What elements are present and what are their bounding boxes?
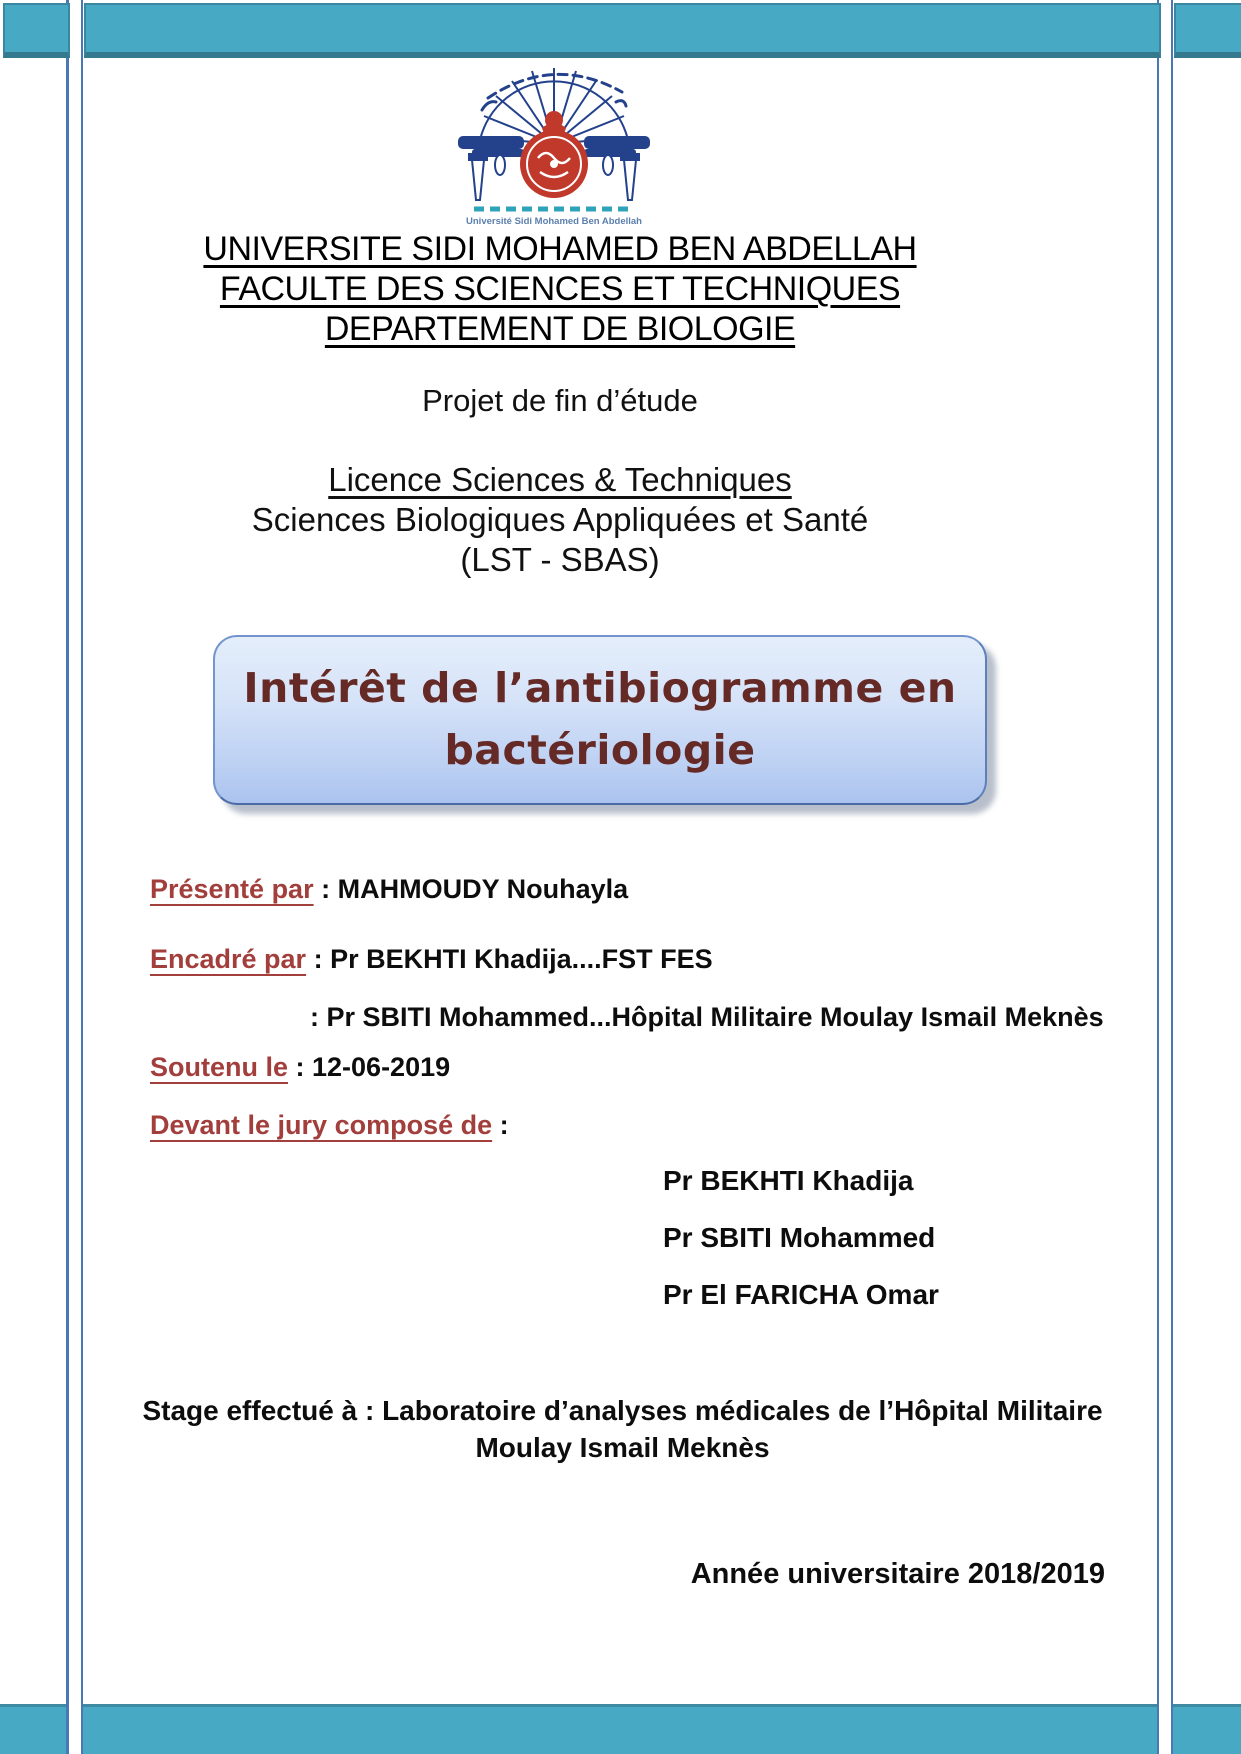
internship-location-line1: Stage effectué à : Laboratoire d’analyses médicales de l’Hôpital Militaire: [142, 1395, 1103, 1426]
project-type: Projet de fin d’étude: [422, 383, 698, 418]
supervised-by-value1: : Pr BEKHTI Khadija....FST FES: [306, 944, 713, 974]
jury-colon: :: [492, 1110, 509, 1140]
supervised-by-row2: [310, 1000, 1104, 1034]
bottom-band-right-block: [1173, 1704, 1241, 1754]
jury-label: Devant le jury composé de: [150, 1110, 493, 1140]
faculty-name: FACULTE DES SCIENCES ET TECHNIQUES: [219, 270, 901, 308]
right-border-line-inner: [1157, 0, 1159, 1754]
presented-by-row: [150, 872, 628, 906]
top-band-left-block: [3, 3, 70, 58]
degree-name: Licence Sciences & Techniques: [328, 461, 792, 498]
bottom-band-main: [83, 1704, 1157, 1754]
academic-year: Année universitaire 2018/2019: [690, 1558, 1105, 1590]
jury-member-1: Pr BEKHTI Khadija: [663, 1165, 914, 1196]
presented-by-label: Présenté par: [150, 874, 314, 904]
supervised-by-label: Encadré par: [150, 944, 307, 974]
left-border-line-outer: [66, 0, 69, 1754]
top-band-main: [84, 3, 1161, 58]
left-border-line-inner: [81, 0, 83, 1754]
thesis-title-box: [213, 635, 987, 805]
jury-row: [150, 1108, 509, 1142]
thesis-title-line2: bactériologie: [444, 726, 756, 774]
jury-member-3: Pr El FARICHA Omar: [663, 1279, 939, 1310]
university-logo: [438, 58, 670, 226]
bottom-band-left-block: [0, 1704, 66, 1754]
top-band-right-block: [1174, 3, 1241, 58]
logo-torch-left-icon: [469, 154, 487, 200]
defended-on-row: [150, 1050, 450, 1084]
logo-caption: Université Sidi Mohamed Ben Abdellah: [466, 216, 642, 226]
degree-block: [85, 460, 1035, 580]
specialty-name: Sciences Biologiques Appliquées et Santé: [251, 501, 869, 538]
defended-on-value: : 12-06-2019: [288, 1052, 451, 1082]
internship-location-line2: Moulay Ismail Meknès: [475, 1432, 770, 1463]
degree-abbreviation: (LST - SBAS): [460, 541, 660, 578]
right-border-line-outer: [1171, 0, 1173, 1754]
supervised-by-value2: : Pr SBITI Mohammed...Hôpital Militaire Moulay Ismail Meknès: [310, 1002, 1104, 1032]
jury-member-2: Pr SBITI Mohammed: [663, 1222, 936, 1253]
supervised-by-row: [150, 942, 713, 976]
presented-by-value: : MAHMOUDY Nouhayla: [313, 874, 629, 904]
department-name: DEPARTEMENT DE BIOLOGIE: [324, 310, 796, 348]
university-name: UNIVERSITE SIDI MOHAMED BEN ABDELLAH: [203, 230, 917, 268]
thesis-title-line1: Intérêt de l’antibiogramme en: [243, 664, 957, 712]
institution-header: [85, 229, 1035, 349]
logo-torch-right-icon: [621, 154, 639, 200]
defended-on-label: Soutenu le: [150, 1052, 289, 1082]
